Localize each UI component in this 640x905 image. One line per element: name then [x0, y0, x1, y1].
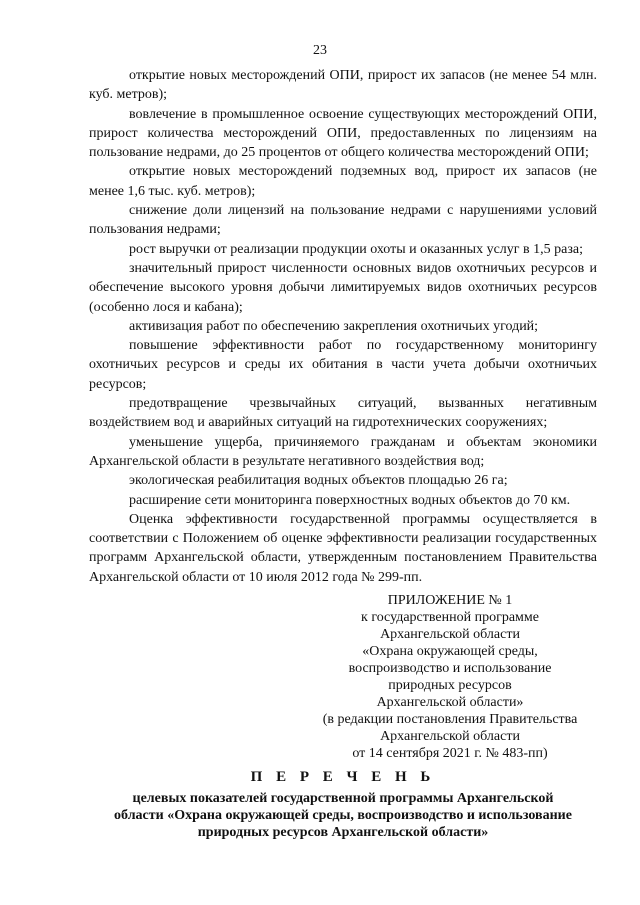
paragraph: уменьшение ущерба, причиняемого гражданам и объектам экономики Архангельской области в результате негативного воздействия вод;: [89, 434, 597, 469]
appendix-line: природных ресурсов: [388, 678, 512, 693]
appendix-line: (в редакции постановления Правительства: [322, 712, 578, 727]
appendix-line: Архангельской области: [380, 627, 520, 642]
list-heading: [89, 769, 597, 841]
heading-title: П Е Р Е Ч Е Н Ь: [250, 769, 436, 785]
heading-subtitle-line: природных ресурсов Архангельской области»: [197, 825, 489, 840]
paragraph: предотвращение чрезвычайных ситуаций, вызванных негативным воздействием вод и аварийных ситуаций на гидротехнических сооружениях;: [89, 396, 597, 431]
paragraph: открытие новых месторождений подземных вод, прирост их запасов (не менее 1,6 тыс. куб. метров);: [89, 164, 597, 199]
appendix-line: Архангельской области»: [376, 695, 524, 710]
paragraph: расширение сети мониторинга поверхностных водных объектов до 70 км.: [129, 492, 571, 508]
paragraph: повышение эффективности работ по государственному мониторингу охотничьих ресурсов и среды их обитания в части учета добычи охотничьих ресурсов;: [89, 338, 597, 392]
appendix-line: от 14 сентября 2021 г. № 483-пп): [352, 746, 548, 761]
appendix-block: [300, 592, 600, 762]
appendix-title: ПРИЛОЖЕНИЕ № 1: [387, 593, 513, 608]
page-number: 23: [313, 43, 327, 58]
heading-subtitle-line: области «Охрана окружающей среды, воспроизводство и использование: [114, 808, 572, 823]
paragraph: активизация работ по обеспечению закрепления охотничьих угодий;: [129, 318, 539, 334]
paragraph: открытие новых месторождений ОПИ, прирост их запасов (не менее 54 млн. куб. метров);: [89, 68, 597, 103]
heading-subtitle-line: целевых показателей государственной программы Архангельской: [132, 791, 554, 806]
paragraph: рост выручки от реализации продукции охоты и оказанных услуг в 1,5 раза;: [129, 241, 583, 257]
appendix-line: «Охрана окружающей среды,: [362, 644, 538, 659]
document-body: [89, 66, 597, 587]
appendix-line: Архангельской области: [380, 729, 520, 744]
paragraph: снижение доли лицензий на пользование недрами с нарушениями условий пользования недрами;: [89, 203, 597, 238]
paragraph: значительный прирост численности основных видов охотничьих ресурсов и обеспечение высокого уровня добычи лимитируемых видов охотничьих ресурсов (особенно лося и кабана);: [89, 260, 597, 315]
paragraph: Оценка эффективности государственной программы осуществляется в соответствии с Положением об оценке эффективности реализации государственных программ Архангельской области, утвержденным постановлением Правительства Архангельской области от 10 июля 2012 года № 299-пп.: [89, 511, 597, 585]
paragraph: вовлечение в промышленное освоение существующих месторождений ОПИ, прирост количества месторождений ОПИ, предоставленных по лицензиям на пользование недрами, до 25 процентов от общего количества месторождений ОПИ;: [89, 106, 597, 161]
appendix-line: к государственной программе: [361, 610, 539, 625]
paragraph: экологическая реабилитация водных объектов площадью 26 га;: [129, 473, 508, 489]
appendix-line: воспроизводство и использование: [348, 661, 552, 676]
